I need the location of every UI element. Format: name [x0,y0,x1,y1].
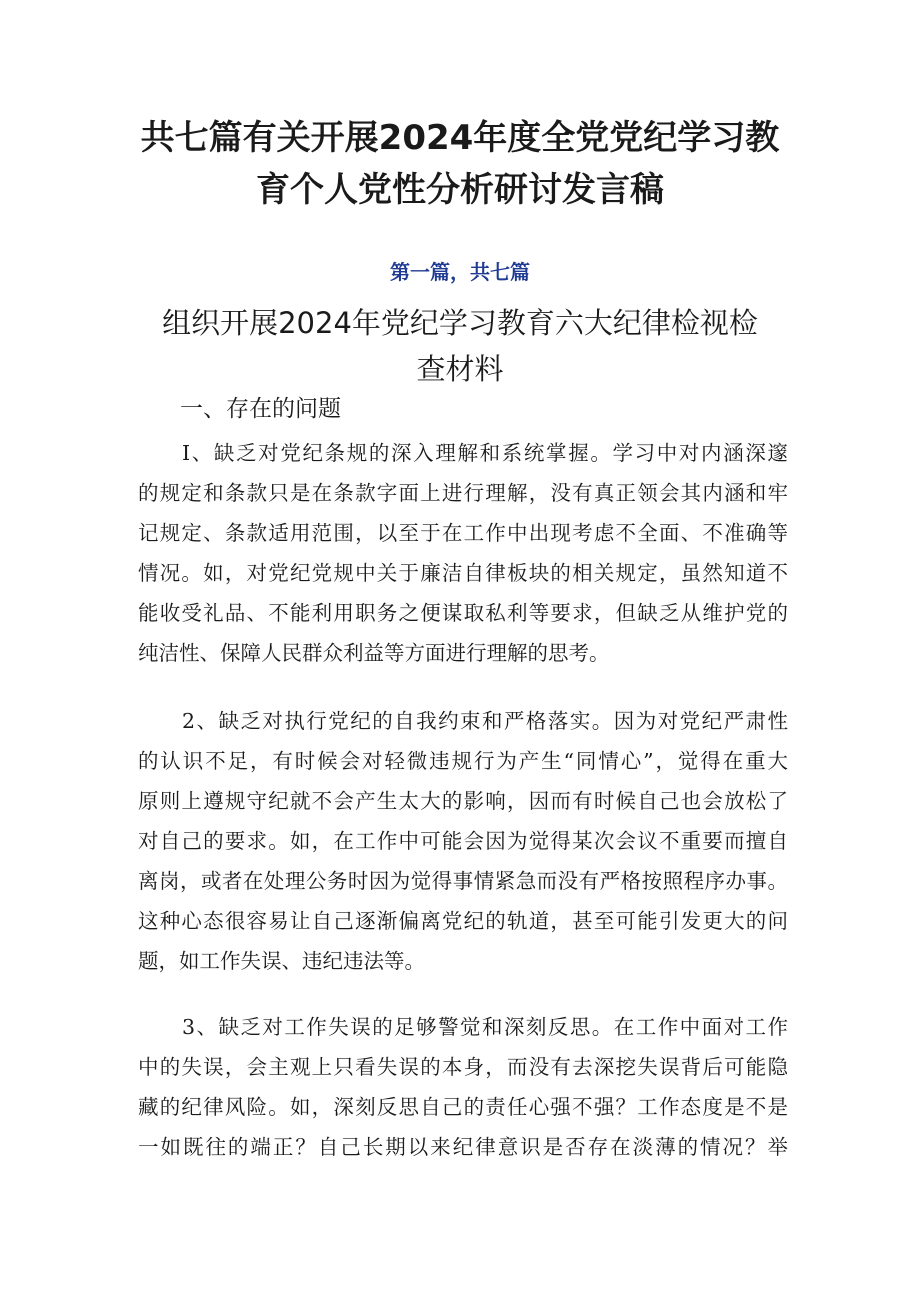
paragraph-line: 离岗，或者在处理公务时因为觉得事情紧急而没有严格按照程序办事。 [138,869,788,893]
paragraph-line: 题，如工作失误、违纪违法等。 [138,949,425,973]
paragraph-line: 中的失误，会主观上只看失误的本身，而没有去深挖失误背后可能隐 [138,1055,788,1079]
article-title [120,300,800,392]
paragraph [138,433,788,673]
document-title-line: 育个人党性分析研讨发言稿 [256,170,664,210]
paragraph-line: 记规定、条款适用范围，以至于在工作中出现考虑不全面、不准确等 [138,521,788,545]
paragraph-line: 3、缺乏对工作失误的足够警觉和深刻反思。在工作中面对工作 [182,1015,788,1039]
paragraph-line: 一如既往的端正？自己长期以来纪律意识是否存在淡薄的情况？举 [138,1135,788,1159]
paragraph-line: 对自己的要求。如，在工作中可能会因为觉得某次会议不重要而擅自 [138,829,788,853]
paragraph-line: Ⅰ、缺乏对党纪条规的深入理解和系统掌握。学习中对内涵深邃 [182,441,788,465]
paragraph-line: 2、缺乏对执行党纪的自我约束和严格落实。因为对党纪严肃性 [182,709,788,733]
paragraph [138,701,788,981]
document-title [100,112,820,216]
paragraph [138,1007,788,1167]
article-title-line: 组织开展2024年党纪学习教育六大纪律检视检 [162,306,758,340]
section-tag: 第一篇，共七篇 [390,260,530,284]
document-title-line: 共七篇有关开展2024年度全党党纪学习教 [140,118,780,158]
paragraph-line: 这种心态很容易让自己逐渐偏离党纪的轨道，甚至可能引发更大的问 [138,909,788,933]
paragraph-line: 原则上遵规守纪就不会产生太大的影响，因而有时候自己也会放松了 [138,789,788,813]
paragraph-line: 藏的纪律风险。如，深刻反思自己的责任心强不强？工作态度是不是 [138,1095,788,1119]
paragraph-line: 纯洁性、保障人民群众利益等方面进行理解的思考。 [138,641,610,665]
paragraph-line: 能收受礼品、不能利用职务之便谋取私利等要求，但缺乏从维护党的 [138,601,788,625]
article-title-line: 查材料 [416,352,504,386]
paragraph-line: 的规定和条款只是在条款字面上进行理解，没有真正领会其内涵和牢 [138,481,788,505]
paragraph-line: 的认识不足，有时候会对轻微违规行为产生“同情心”，觉得在重大 [138,749,788,773]
section-heading: 一、存在的问题 [180,396,341,422]
paragraph-line: 情况。如，对党纪党规中关于廉洁自律板块的相关规定，虽然知道不 [138,561,788,585]
